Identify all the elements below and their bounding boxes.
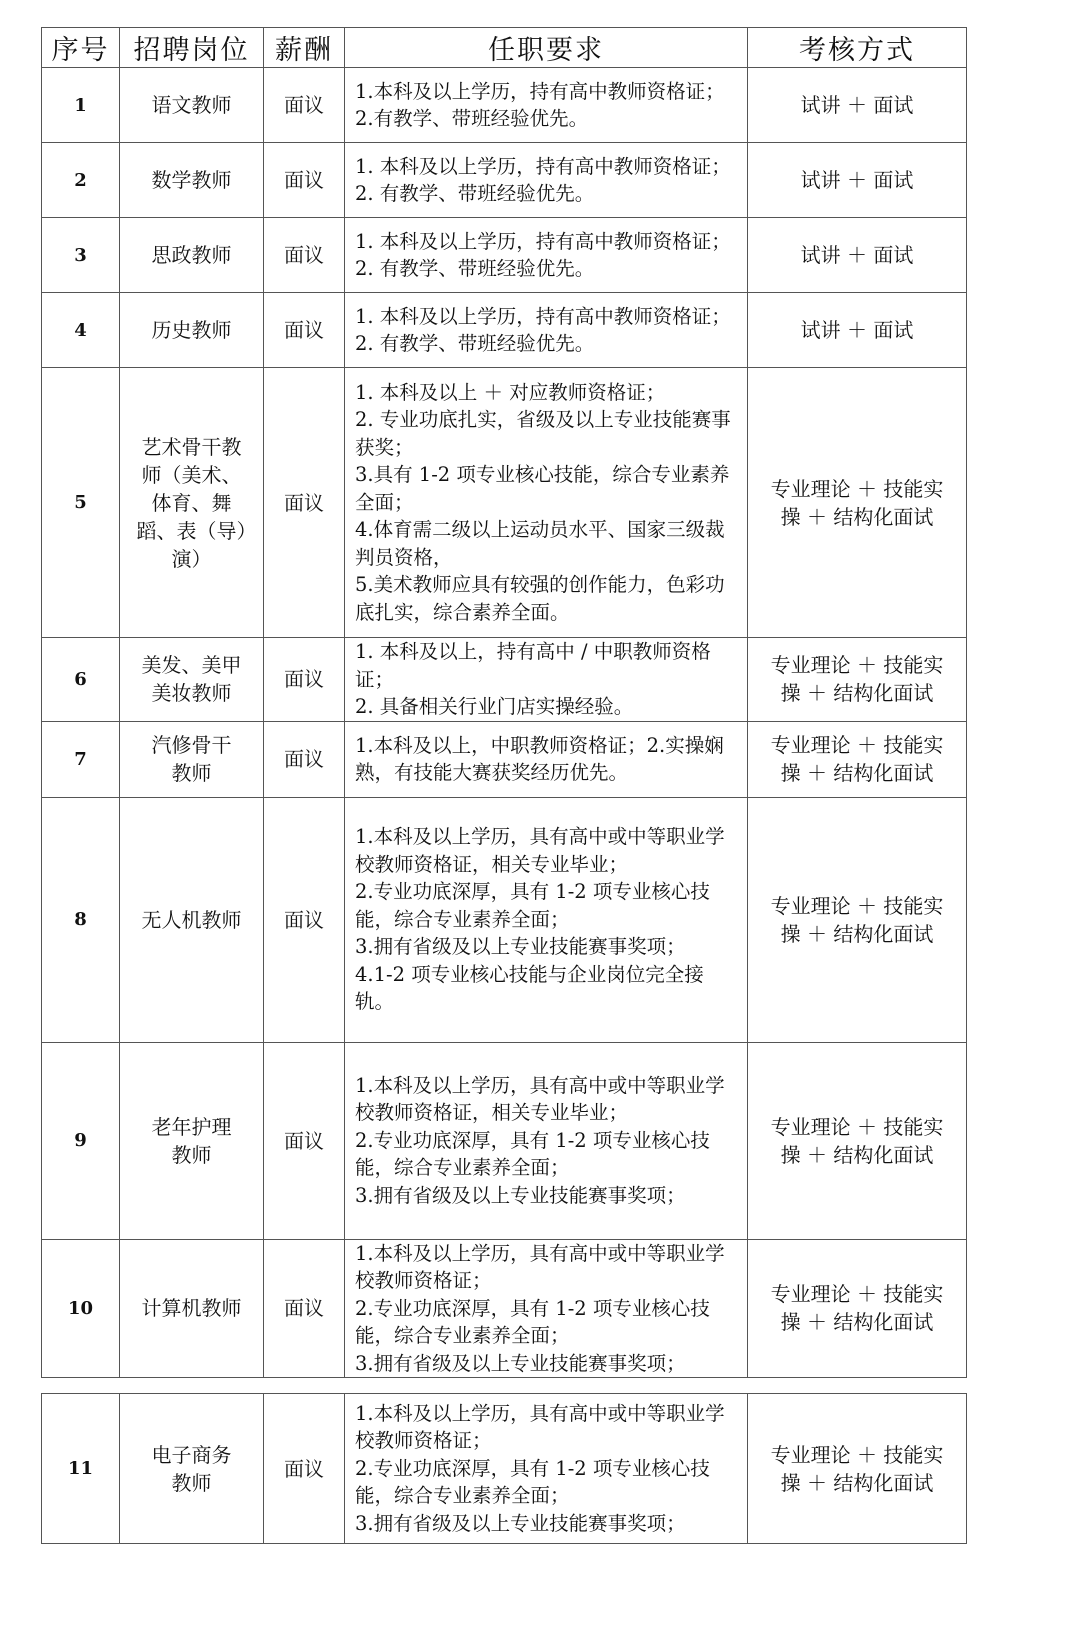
table-header-row — [42, 28, 967, 68]
assessment-cell: 试讲 ＋ 面试 — [748, 293, 967, 368]
salary-cell: 面议 — [264, 797, 345, 1042]
table-row — [42, 218, 967, 293]
salary-cell: 面议 — [264, 638, 345, 722]
row-number: 6 — [42, 638, 120, 722]
row-number: 8 — [42, 797, 120, 1042]
assessment-cell: 专业理论 ＋ 技能实操 ＋ 结构化面试 — [748, 1394, 967, 1544]
position-cell: 语文教师 — [120, 68, 264, 143]
assessment-cell: 专业理论 ＋ 技能实操 ＋ 结构化面试 — [748, 1042, 967, 1239]
requirements-cell: 1.本科及以上学历，具有高中或中等职业学校教师资格证； 2.专业功底深厚，具有 1-2 项专业核心技能，综合专业素养全面； 3.拥有省级及以上专业技能赛事奖项； — [345, 1394, 748, 1544]
requirements-cell: 1. 本科及以上 ＋ 对应教师资格证； 2. 专业功底扎实，省级及以上专业技能赛事获奖； 3.具有 1-2 项专业核心技能，综合专业素养全面； 4.体育需二级以上运动员水平、国家三级裁判员资格， 5.美术教师应具有较强的创作能力，色彩功底扎实，综合素养全面。 — [345, 368, 748, 638]
recruitment-table — [41, 27, 967, 1378]
requirements-cell: 1.本科及以上学历，具有高中或中等职业学校教师资格证； 2.专业功底深厚，具有 1-2 项专业核心技能，综合专业素养全面； 3.拥有省级及以上专业技能赛事奖项； — [345, 1239, 748, 1378]
assessment-cell: 专业理论 ＋ 技能实操 ＋ 结构化面试 — [748, 721, 967, 797]
salary-cell: 面议 — [264, 68, 345, 143]
row-number: 11 — [42, 1394, 120, 1544]
position-cell: 电子商务教师 — [120, 1394, 264, 1544]
position-cell: 美发、美甲美妆教师 — [120, 638, 264, 722]
requirements-cell: 1. 本科及以上，持有高中 / 中职教师资格证； 2. 具备相关行业门店实操经验。 — [345, 638, 748, 722]
requirements-cell: 1. 本科及以上学历，持有高中教师资格证； 2. 有教学、带班经验优先。 — [345, 218, 748, 293]
salary-cell: 面议 — [264, 368, 345, 638]
assessment-cell: 试讲 ＋ 面试 — [748, 218, 967, 293]
row-number: 10 — [42, 1239, 120, 1378]
row-number: 3 — [42, 218, 120, 293]
position-cell: 思政教师 — [120, 218, 264, 293]
table-row — [42, 68, 967, 143]
assessment-cell: 专业理论 ＋ 技能实操 ＋ 结构化面试 — [748, 638, 967, 722]
assessment-cell: 专业理论 ＋ 技能实操 ＋ 结构化面试 — [748, 368, 967, 638]
requirements-cell: 1. 本科及以上学历，持有高中教师资格证； 2. 有教学、带班经验优先。 — [345, 143, 748, 218]
table-row — [42, 293, 967, 368]
row-number: 4 — [42, 293, 120, 368]
table-row — [42, 721, 967, 797]
table-row — [42, 1239, 967, 1378]
assessment-cell: 专业理论 ＋ 技能实操 ＋ 结构化面试 — [748, 797, 967, 1042]
table-row — [42, 368, 967, 638]
row-number: 5 — [42, 368, 120, 638]
requirements-cell: 1. 本科及以上学历，持有高中教师资格证； 2. 有教学、带班经验优先。 — [345, 293, 748, 368]
assessment-cell: 试讲 ＋ 面试 — [748, 143, 967, 218]
table-row — [42, 143, 967, 218]
assessment-cell: 专业理论 ＋ 技能实操 ＋ 结构化面试 — [748, 1239, 967, 1378]
salary-cell: 面议 — [264, 293, 345, 368]
position-cell: 老年护理教师 — [120, 1042, 264, 1239]
salary-cell: 面议 — [264, 721, 345, 797]
recruitment-table-continued — [41, 1393, 967, 1544]
header-no: 序号 — [42, 28, 120, 68]
requirements-cell: 1.本科及以上学历，具有高中或中等职业学校教师资格证，相关专业毕业； 2.专业功底深厚，具有 1-2 项专业核心技能，综合专业素养全面； 3.拥有省级及以上专业技能赛事奖项； 4.1-2 项专业核心技能与企业岗位完全接轨。 — [345, 797, 748, 1042]
position-cell: 计算机教师 — [120, 1239, 264, 1378]
header-assessment: 考核方式 — [748, 28, 967, 68]
requirements-cell: 1.本科及以上学历，具有高中或中等职业学校教师资格证，相关专业毕业； 2.专业功底深厚，具有 1-2 项专业核心技能，综合专业素养全面； 3.拥有省级及以上专业技能赛事奖项； — [345, 1042, 748, 1239]
position-cell: 历史教师 — [120, 293, 264, 368]
header-position: 招聘岗位 — [120, 28, 264, 68]
table-row — [42, 1042, 967, 1239]
table-row — [42, 1394, 967, 1544]
table-row — [42, 797, 967, 1042]
position-cell: 汽修骨干教师 — [120, 721, 264, 797]
salary-cell: 面议 — [264, 143, 345, 218]
header-requirements: 任职要求 — [345, 28, 748, 68]
position-cell: 艺术骨干教师（美术、体育、舞蹈、表（导）演） — [120, 368, 264, 638]
position-cell: 数学教师 — [120, 143, 264, 218]
row-number: 7 — [42, 721, 120, 797]
salary-cell: 面议 — [264, 218, 345, 293]
salary-cell: 面议 — [264, 1239, 345, 1378]
position-cell: 无人机教师 — [120, 797, 264, 1042]
salary-cell: 面议 — [264, 1042, 345, 1239]
salary-cell: 面议 — [264, 1394, 345, 1544]
header-salary: 薪酬 — [264, 28, 345, 68]
assessment-cell: 试讲 ＋ 面试 — [748, 68, 967, 143]
row-number: 9 — [42, 1042, 120, 1239]
row-number: 2 — [42, 143, 120, 218]
requirements-cell: 1.本科及以上学历，持有高中教师资格证； 2.有教学、带班经验优先。 — [345, 68, 748, 143]
table-row — [42, 638, 967, 722]
requirements-cell: 1.本科及以上，中职教师资格证；2.实操娴熟，有技能大赛获奖经历优先。 — [345, 721, 748, 797]
row-number: 1 — [42, 68, 120, 143]
